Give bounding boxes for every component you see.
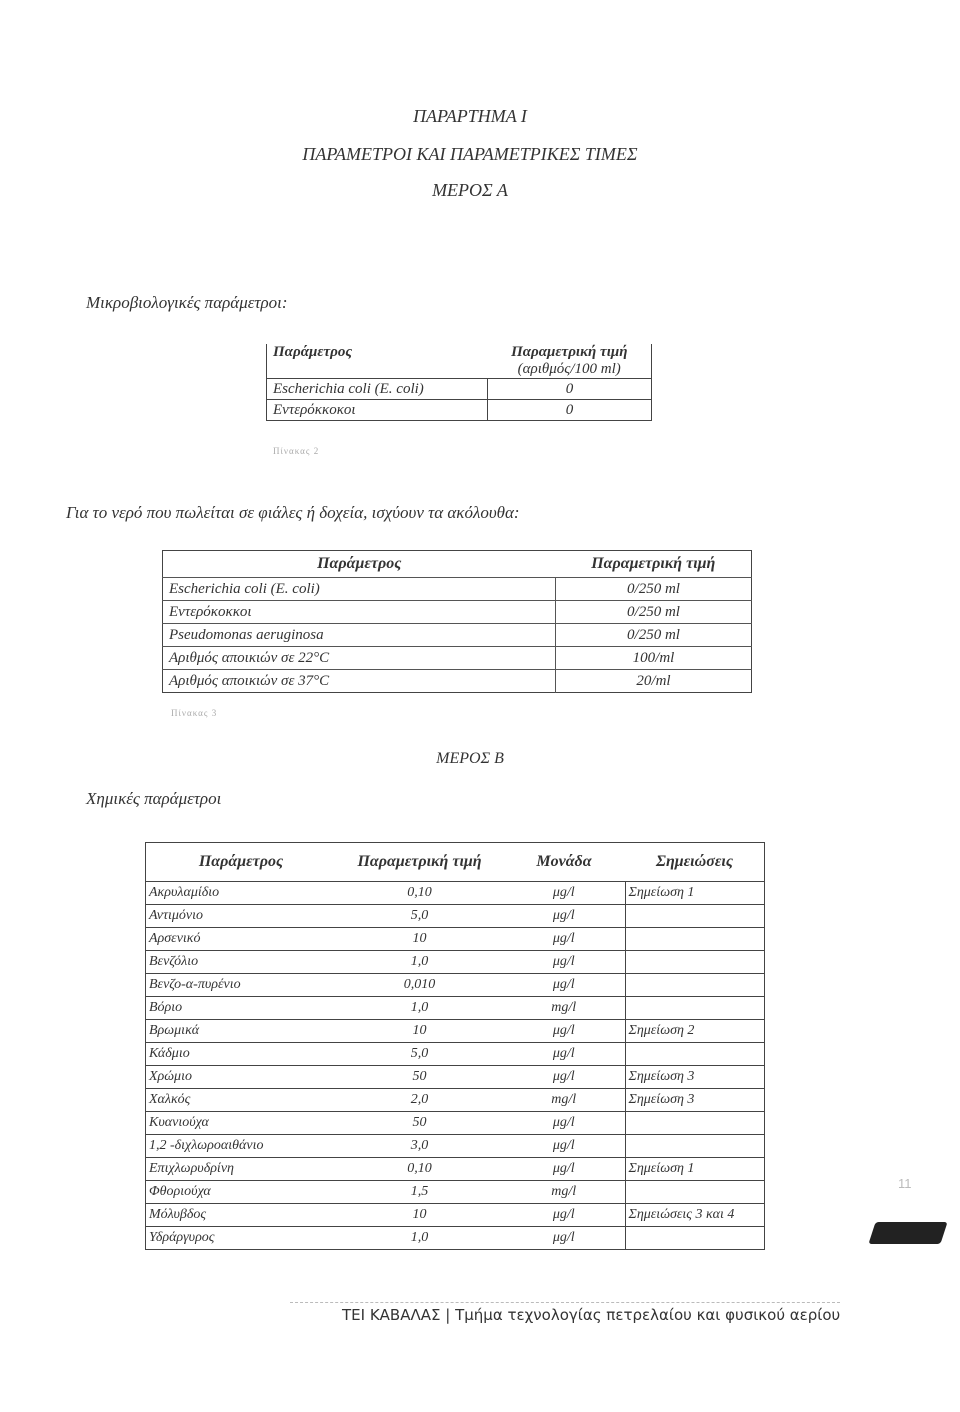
cell-unit: μg/l (503, 1135, 625, 1158)
cell-notes: Σημείωση 1 (625, 1158, 765, 1181)
cell-unit: mg/l (503, 1181, 625, 1204)
column-header-parameter: Παράμετρος (273, 344, 353, 360)
column-header-value (488, 344, 652, 379)
chemical-parameters-table (145, 842, 765, 1250)
table-row (163, 647, 752, 670)
bottled-water-table (162, 550, 752, 693)
cell-parameter: Επιχλωρυδρίνη (146, 1158, 337, 1181)
cell-notes (625, 1181, 765, 1204)
table-row (146, 1043, 765, 1066)
cell-parameter: Pseudomonas aeruginosa (163, 624, 556, 647)
table-row (163, 578, 752, 601)
cell-value: 3,0 (336, 1135, 503, 1158)
cell-notes (625, 997, 765, 1020)
cell-unit: μg/l (503, 1112, 625, 1135)
table-header-row (146, 843, 765, 882)
table-row (146, 1112, 765, 1135)
cell-parameter: Κάδμιο (146, 1043, 337, 1066)
table-row (146, 1181, 765, 1204)
column-header-value: Παραμετρική τιμή (591, 555, 716, 572)
table-row (146, 974, 765, 997)
column-header-unit: Μονάδα (503, 843, 625, 882)
cell-unit: mg/l (503, 1089, 625, 1112)
cell-parameter: Ακρυλαμίδιο (146, 882, 337, 905)
cell-value: 0/250 ml (556, 578, 752, 601)
cell-parameter: Κυανιούχα (146, 1112, 337, 1135)
table-row (146, 1204, 765, 1227)
cell-value: 10 (336, 928, 503, 951)
cell-parameter: Αριθμός αποικιών σε 22°C (163, 647, 556, 670)
page-tab-marker (868, 1222, 947, 1244)
table-row (146, 1066, 765, 1089)
cell-value: 0/250 ml (556, 624, 752, 647)
cell-unit: μg/l (503, 1227, 625, 1250)
cell-value: 1,5 (336, 1181, 503, 1204)
table-caption: Πίνακας 3 (171, 708, 218, 718)
cell-unit: μg/l (503, 1020, 625, 1043)
cell-value: 2,0 (336, 1089, 503, 1112)
cell-value: 0 (488, 379, 652, 400)
cell-parameter: 1,2 -διχλωροαιθάνιο (146, 1135, 337, 1158)
column-header-value: Παραμετρική τιμή (336, 843, 503, 882)
cell-value: 1,0 (336, 951, 503, 974)
table-row (146, 1020, 765, 1043)
cell-notes: Σημείωση 1 (625, 882, 765, 905)
table-header-row (267, 344, 652, 379)
table-row (146, 882, 765, 905)
cell-notes (625, 974, 765, 997)
cell-parameter: Εντερόκοκκοι (163, 601, 556, 624)
cell-value: 100/ml (556, 647, 752, 670)
table-row (163, 601, 752, 624)
cell-value: 0,10 (336, 882, 503, 905)
cell-parameter: Βενζόλιο (146, 951, 337, 974)
part-a-title: ΜΕΡΟΣ Α (432, 180, 508, 200)
table-row (146, 928, 765, 951)
table-caption: Πίνακας 2 (273, 446, 320, 456)
footer-divider (290, 1302, 840, 1303)
cell-parameter: Αρσενικό (146, 928, 337, 951)
cell-value: 0,010 (336, 974, 503, 997)
cell-parameter: Αντιμόνιο (146, 905, 337, 928)
cell-unit: μg/l (503, 1043, 625, 1066)
table-header-row (163, 551, 752, 578)
column-header-parameter: Παράμετρος (317, 555, 402, 572)
table-row (146, 1089, 765, 1112)
cell-notes: Σημείωση 2 (625, 1020, 765, 1043)
cell-value: 5,0 (336, 905, 503, 928)
table-row (267, 379, 652, 400)
table-row (146, 905, 765, 928)
cell-parameter: Escherichia coli (E. coli) (163, 578, 556, 601)
table-row (163, 670, 752, 693)
cell-parameter: Χαλκός (146, 1089, 337, 1112)
cell-unit: μg/l (503, 1204, 625, 1227)
appendix-subtitle: ΠΑΡΑΜΕΤΡΟΙ ΚΑΙ ΠΑΡΑΜΕΤΡΙΚΕΣ ΤΙΜΕΣ (302, 144, 638, 164)
cell-unit: μg/l (503, 928, 625, 951)
cell-parameter: Βόριο (146, 997, 337, 1020)
cell-unit: mg/l (503, 997, 625, 1020)
table-row (163, 624, 752, 647)
chemical-label: Χημικές παράμετροι (86, 789, 222, 808)
cell-notes (625, 1112, 765, 1135)
microbiological-label: Μικροβιολογικές παράμετροι: (86, 293, 288, 312)
cell-parameter: Βρωμικά (146, 1020, 337, 1043)
table-row (146, 1227, 765, 1250)
table-row (146, 951, 765, 974)
cell-value: 50 (336, 1112, 503, 1135)
cell-value: 50 (336, 1066, 503, 1089)
cell-parameter: Αριθμός αποικιών σε 37°C (163, 670, 556, 693)
cell-value: 1,0 (336, 1227, 503, 1250)
table-row (146, 997, 765, 1020)
cell-parameter: Βενζο-α-πυρένιο (146, 974, 337, 997)
table-row (267, 400, 652, 421)
appendix-title: ΠΑΡΑΡΤΗΜΑ Ι (413, 106, 527, 126)
microbiological-table (266, 344, 652, 421)
cell-parameter: Χρώμιο (146, 1066, 337, 1089)
cell-notes: Σημειώσεις 3 και 4 (625, 1204, 765, 1227)
cell-value: 5,0 (336, 1043, 503, 1066)
column-header-notes: Σημειώσεις (625, 843, 765, 882)
cell-notes (625, 928, 765, 951)
cell-value: 0,10 (336, 1158, 503, 1181)
cell-parameter: Υδράργυρος (146, 1227, 337, 1250)
page-number: 11 (898, 1176, 912, 1191)
cell-notes (625, 905, 765, 928)
cell-parameter: Εντερόκκοκοι (267, 400, 488, 421)
cell-unit: μg/l (503, 1158, 625, 1181)
cell-notes (625, 1227, 765, 1250)
cell-notes: Σημείωση 3 (625, 1089, 765, 1112)
cell-value: 20/ml (556, 670, 752, 693)
cell-value: 10 (336, 1204, 503, 1227)
cell-value: 1,0 (336, 997, 503, 1020)
table-row (146, 1135, 765, 1158)
cell-unit: μg/l (503, 1066, 625, 1089)
cell-unit: μg/l (503, 951, 625, 974)
part-b-title: ΜΕΡΟΣ Β (436, 750, 504, 767)
cell-value: 0/250 ml (556, 601, 752, 624)
cell-parameter: Φθοριούχα (146, 1181, 337, 1204)
cell-value: 10 (336, 1020, 503, 1043)
cell-notes (625, 1043, 765, 1066)
cell-parameter: Escherichia coli (E. coli) (267, 379, 488, 400)
cell-value: 0 (488, 400, 652, 421)
cell-notes: Σημείωση 3 (625, 1066, 765, 1089)
cell-unit: μg/l (503, 974, 625, 997)
table-row (146, 1158, 765, 1181)
footer-text: ΤΕΙ ΚΑΒΑΛΑΣ | Τμήμα τεχνολογίας πετρελαίου και φυσικού αερίου (342, 1306, 841, 1324)
cell-notes (625, 951, 765, 974)
bottled-water-label: Για το νερό που πωλείται σε φιάλες ή δοχεία, ισχύουν τα ακόλουθα: (66, 503, 520, 522)
cell-unit: μg/l (503, 882, 625, 905)
column-header-parameter: Παράμετρος (146, 843, 337, 882)
cell-notes (625, 1135, 765, 1158)
cell-parameter: Μόλυβδος (146, 1204, 337, 1227)
column-header-value-unit: (αριθμός/100 ml) (517, 361, 621, 377)
column-header-value-title: Παραμετρική τιμή (511, 344, 628, 360)
cell-unit: μg/l (503, 905, 625, 928)
chemical-table-body (146, 882, 765, 1250)
